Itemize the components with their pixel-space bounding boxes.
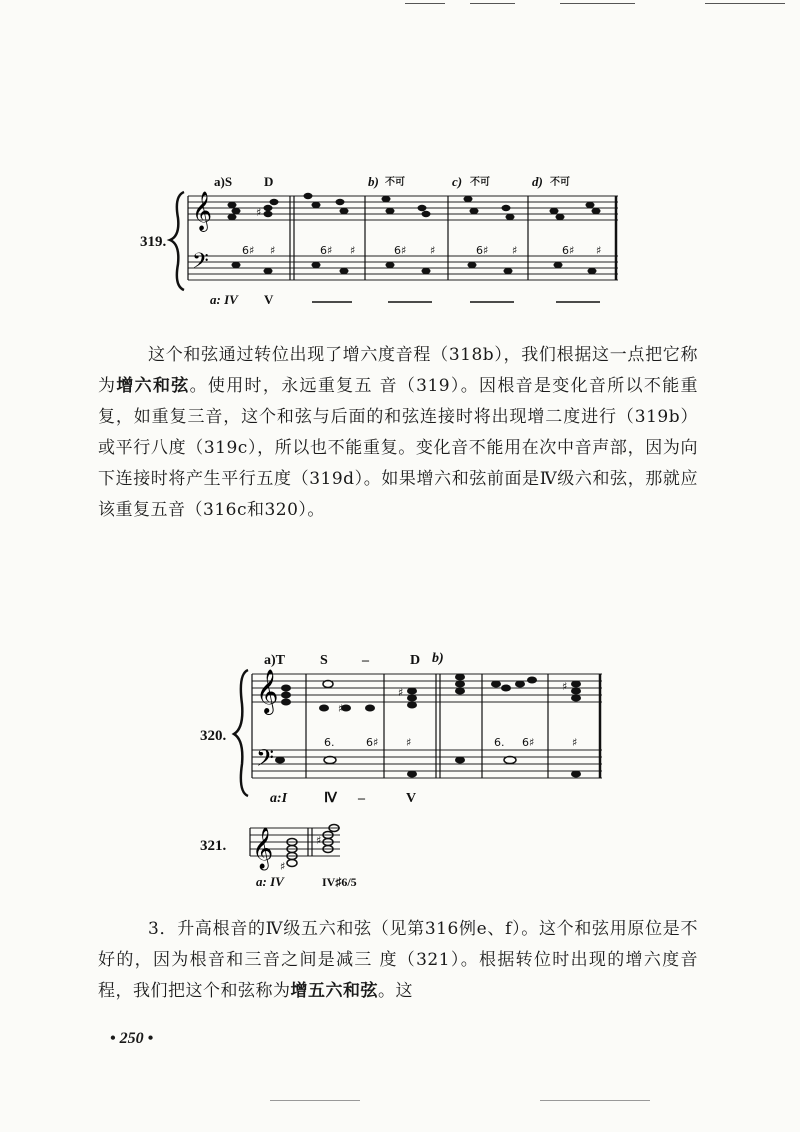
svg-text:♯: ♯ [430, 244, 436, 257]
svg-text:6♯: 6♯ [522, 736, 535, 749]
svg-text:6♯: 6♯ [394, 244, 407, 257]
scan-artifact [705, 3, 785, 4]
roman-v-319: V [264, 292, 274, 307]
example-320-number: 320. [200, 728, 227, 744]
label-c-note: 不可 [470, 177, 490, 188]
bass-clef-icon: 𝄢 [256, 744, 275, 777]
svg-text:♯: ♯ [596, 244, 602, 257]
roman-v-320: V [406, 791, 417, 806]
text-segment: 3．升高根音的Ⅳ级五六和弦（见第316例e、f）。这个和弦用原位是不好的，因为根音和三音之间是减三 度（321）。根据转位时出现的增六度音程，我们把这个和弦称为 [98, 919, 698, 1001]
svg-text:♯: ♯ [350, 244, 356, 257]
label-d-section: d) [532, 174, 543, 189]
svg-text:6♯: 6♯ [320, 244, 333, 257]
bass-staff [252, 750, 602, 778]
treble-clef-icon: 𝄞 [192, 191, 213, 231]
label-d-note: 不可 [550, 177, 570, 188]
label-a-s: a)S [214, 174, 233, 189]
svg-text:♯: ♯ [398, 686, 404, 699]
label-b: b) [368, 174, 379, 189]
svg-text:♯: ♯ [270, 244, 276, 257]
roman-dash-320: – [358, 791, 365, 806]
bold-term: 增六和弦 [116, 376, 190, 396]
label-s: S [320, 653, 328, 668]
body-paragraph-2 [98, 914, 698, 1007]
svg-text:6.: 6. [324, 736, 335, 749]
roman-key-320: a:I [270, 791, 288, 806]
scan-artifact [470, 3, 515, 4]
svg-text:6♯: 6♯ [242, 244, 255, 257]
label-b-320: b) [432, 651, 444, 666]
treble-clef-icon: 𝄞 [252, 828, 274, 869]
label-dash: – [362, 653, 369, 668]
label-d: D [264, 174, 274, 189]
music-example-321 [200, 810, 400, 890]
text-segment: 这个和弦通过转位出现了增六度音程（318b），我们根据这一点把它称为 [98, 345, 698, 396]
svg-text:♯: ♯ [562, 680, 568, 693]
svg-text:♯: ♯ [316, 834, 322, 847]
treble-clef-icon: 𝄞 [256, 669, 279, 713]
scan-artifact [405, 3, 445, 4]
music-example-320 [200, 642, 620, 812]
svg-text:♯: ♯ [572, 736, 578, 749]
treble-staff [252, 674, 602, 702]
label-d-320: D [410, 653, 421, 668]
scan-artifact [540, 1100, 650, 1101]
accidentals-321 [280, 834, 321, 873]
roman-second-321: IV♯6/5 [322, 875, 357, 889]
svg-text:♯: ♯ [280, 860, 286, 873]
body-paragraph-1 [98, 340, 698, 526]
label-a-t: a)T [264, 653, 285, 668]
bass-staff [188, 256, 618, 280]
roman-key-319: a: IV [210, 292, 238, 307]
text-segment: 。这 [378, 981, 413, 1001]
svg-text:♯: ♯ [338, 702, 344, 715]
page-number: • 250 • [110, 1030, 154, 1047]
notes-321 [287, 825, 339, 867]
label-c: c) [452, 174, 463, 189]
roman-key-321: a: IV [256, 874, 284, 889]
example-321-number: 321. [200, 838, 227, 854]
svg-text:6♯: 6♯ [562, 244, 575, 257]
brace-icon [234, 670, 248, 796]
label-b-note: 不可 [385, 177, 405, 188]
roman-iv-320: Ⅳ [324, 791, 337, 806]
svg-text:♯: ♯ [406, 736, 412, 749]
svg-text:♯: ♯ [512, 244, 518, 257]
music-example-319 [140, 168, 620, 308]
barlines [252, 674, 600, 778]
brace-icon [170, 192, 184, 290]
svg-text:6♯: 6♯ [366, 736, 379, 749]
scan-artifact [270, 1100, 360, 1101]
svg-text:6.: 6. [494, 736, 505, 749]
bold-term: 增五六和弦 [290, 981, 378, 1001]
notes-320 [275, 674, 581, 778]
accidentals-320 [324, 680, 577, 749]
text-segment: 。使用时，永远重复五 音（319）。因根音是变化音所以不能重复，如重复三音，这个和弦与后面的和弦连接时将出现增二度进行（319b）或平行八度（319c），所以也不能重复。变化音不能用在次中音声部，因为向下连接时将产生平行五度（319d）。如果增六和弦前面是Ⅳ级六和弦，那就应该重复五音（316c和320）。 [98, 376, 699, 520]
svg-text:♯: ♯ [256, 206, 262, 219]
example-319-number: 319. [140, 234, 167, 250]
scan-artifact [560, 3, 635, 4]
bass-clef-icon: 𝄢 [192, 249, 209, 279]
svg-text:6♯: 6♯ [476, 244, 489, 257]
